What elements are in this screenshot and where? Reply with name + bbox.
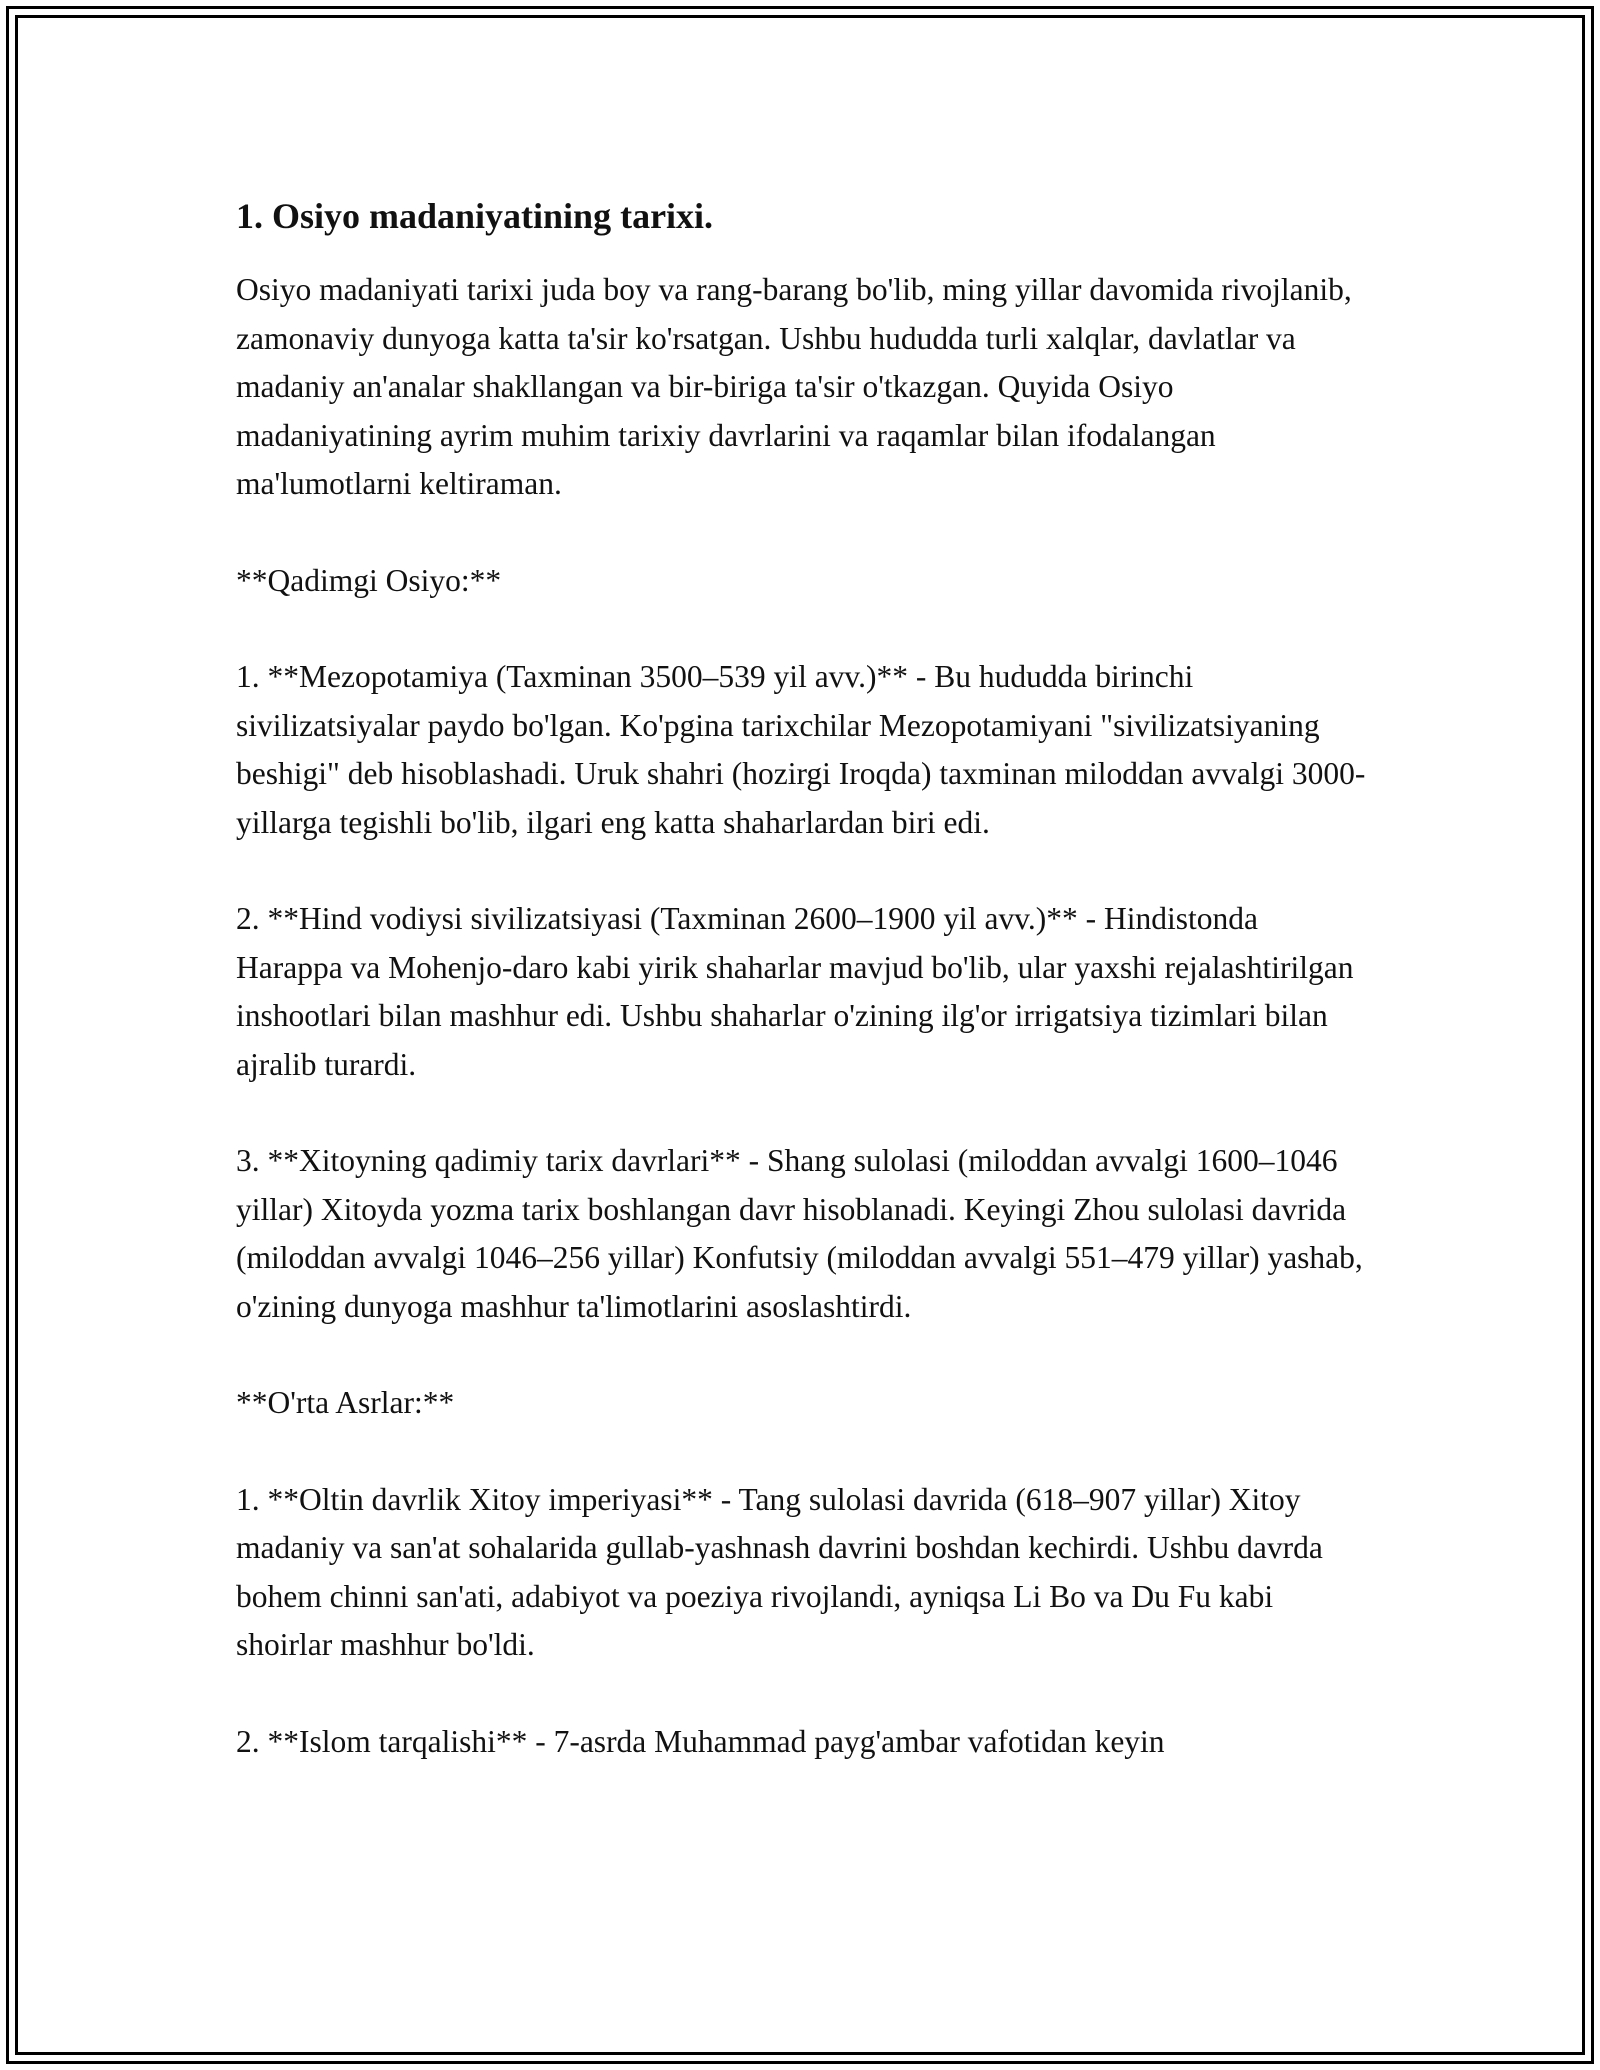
section-heading-middle-ages: **O'rta Asrlar:**: [236, 1385, 455, 1420]
section-heading-ancient-asia: **Qadimgi Osiyo:**: [236, 562, 502, 598]
paragraph-ancient-china: 3. **Xitoyning qadimiy tarix davrlari** - Shang sulolasi (miloddan avvalgi 1600–1046 yillar) Xitoyda yozma tarix boshlangan davr hisoblanadi. Keyingi Zhou sulolasi davrida (miloddan avvalgi 1046–256 yillar) Konfutsiy (miloddan avvalgi 551–479 yillar) yashab, o'zining dunyoga mashhur ta'limotlarini asoslashtirdi.: [236, 1143, 1363, 1324]
paragraph-mesopotamia: 1. **Mezopotamiya (Taxminan 3500–539 yil avv.)** - Bu hududda birinchi sivilizatsiyalar paydo bo'lgan. Ko'pgina tarixchilar Mezopotamiyani "sivilizatsiyaning beshigi" deb hisoblashadi. Uruk shahri (hozirgi Iroqda) taxminan miloddan avvalgi 3000-yillarga tegishli bo'lib, ilgari eng katta shaharlardan biri edi.: [236, 659, 1366, 840]
paragraph-spread-of-islam: 2. **Islom tarqalishi** - 7-asrda Muhammad payg'ambar vafotidan keyin: [236, 1723, 1165, 1759]
intro-paragraph: Osiyo madaniyati tarixi juda boy va rang-barang bo'lib, ming yillar davomida rivojlanib, zamonaviy dunyoga katta ta'sir ko'rsatgan. Ushbu hududda turli xalqlar, davlatlar va madaniy an'analar shakllangan va bir-biriga ta'sir o'tkazgan. Quyida Osiyo madaniyatining ayrim muhim tarixiy davrlarini va raqamlar bilan ifodalangan ma'lumotlarni keltiraman.: [236, 272, 1352, 501]
paragraph-indus-valley: 2. **Hind vodiysi sivilizatsiyasi (Taxminan 2600–1900 yil avv.)** - Hindistonda Harappa va Mohenjo-daro kabi yirik shaharlar mavjud bo'lib, ular yaxshi rejalashtirilgan inshootlari bilan mashhur edi. Ushbu shaharlar o'zining ilg'or irrigatsiya tizimlari bilan ajralib turardi.: [236, 901, 1354, 1082]
document-title: 1. Osiyo madaniyatining tarixi.: [236, 196, 714, 236]
paragraph-golden-age-china: 1. **Oltin davrlik Xitoy imperiyasi** - Tang sulolasi davrida (618–907 yillar) Xitoy madaniy va san'at sohalarida gullab-yashnash davrini boshdan kechirdi. Ushbu davrda bohem chinni san'ati, adabiyot va poeziya rivojlandi, ayniqsa Li Bo va Du Fu kabi shoirlar mashhur bo'ldi.: [236, 1481, 1323, 1662]
document-body: [236, 186, 1366, 1766]
